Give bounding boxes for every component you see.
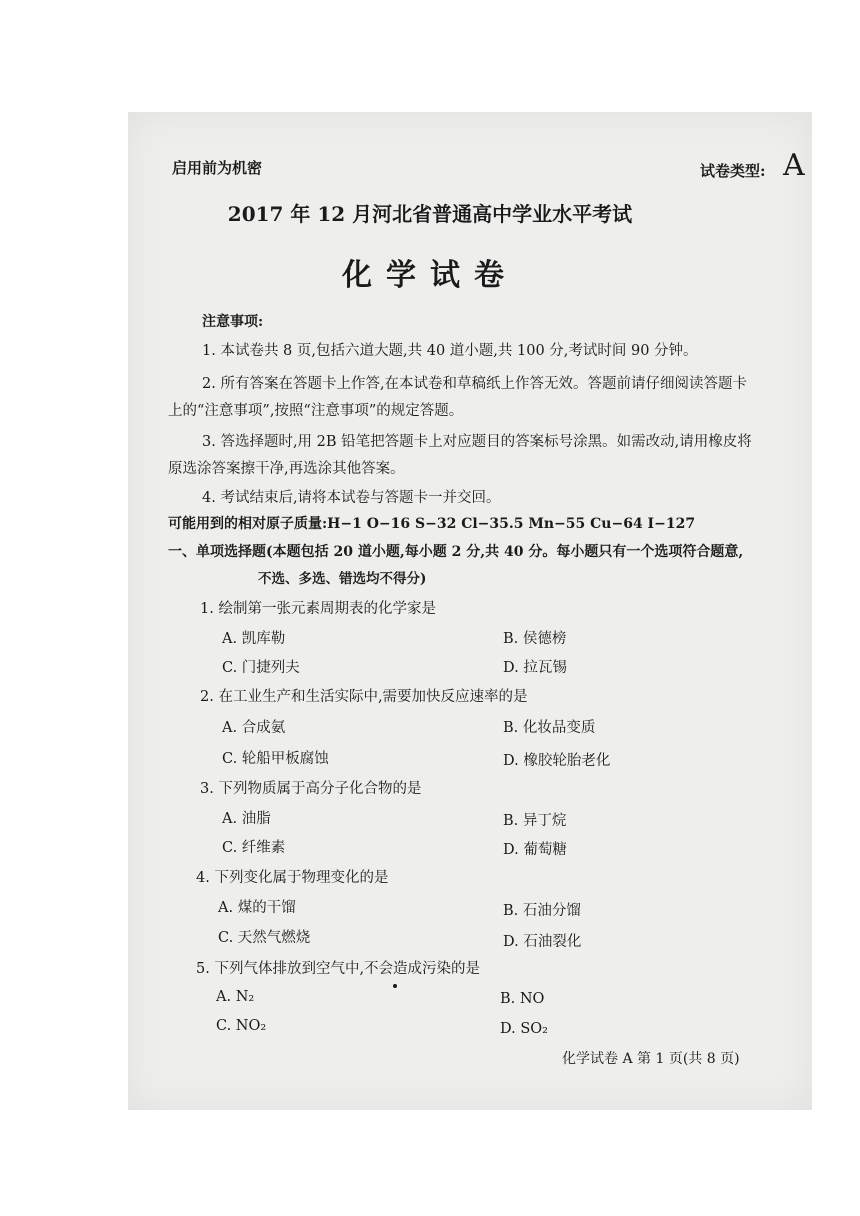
question-4-option-a: A. 煤的干馏: [218, 900, 296, 916]
question-1-option-a: A. 凯库勒: [222, 631, 286, 647]
exam-title: 2017 年 12 月河北省普通高中学业水平考试: [227, 202, 633, 226]
section-title-line-2: 不选、多选、错选均不得分): [258, 571, 427, 587]
paper-title: 化学试卷: [342, 258, 518, 293]
question-5-option-a: A. N₂: [216, 989, 255, 1005]
notice-item-2-line-1: 2. 所有答案在答题卡上作答,在本试卷和草稿纸上作答无效。答题前请仔细阅读答题卡: [202, 376, 748, 392]
question-3-option-c: C. 纤维素: [222, 840, 286, 856]
page-footer: 化学试卷 A 第 1 页(共 8 页): [562, 1051, 740, 1067]
paper-type-value: A: [783, 148, 805, 183]
notice-heading: 注意事项:: [202, 314, 264, 330]
question-5-option-d: D. SO₂: [500, 1021, 548, 1037]
atomic-masses-line: 可能用到的相对原子质量:H−1 O−16 S−32 Cl−35.5 Mn−55 Cu−64 I−127: [168, 516, 696, 532]
question-1-stem: 1. 绘制第一张元素周期表的化学家是: [200, 601, 436, 617]
question-4-option-c: C. 天然气燃烧: [218, 930, 311, 946]
notice-item-4: 4. 考试结束后,请将本试卷与答题卡一并交回。: [202, 490, 501, 506]
question-1-option-b: B. 侯德榜: [503, 631, 567, 647]
question-3-option-b: B. 异丁烷: [503, 813, 567, 829]
question-5-stem: 5. 下列气体排放到空气中,不会造成污染的是: [196, 961, 481, 977]
paper-type-label: 试卷类型:: [700, 162, 766, 180]
section-title-line-1: 一、单项选择题(本题包括 20 道小题,每小题 2 分,共 40 分。每小题只有一个选项符合题意,: [168, 544, 744, 560]
question-2-option-b: B. 化妆品变质: [503, 720, 596, 736]
question-1-option-c: C. 门捷列夫: [222, 660, 300, 676]
emphasis-dot: [393, 984, 397, 988]
question-3-option-a: A. 油脂: [222, 811, 271, 827]
notice-item-3-line-2: 原选涂答案擦干净,再选涂其他答案。: [168, 461, 405, 477]
question-1-option-d: D. 拉瓦锡: [503, 660, 567, 676]
question-5-option-b: B. NO: [500, 991, 545, 1007]
question-5-option-c: C. NO₂: [216, 1018, 267, 1034]
notice-item-3-line-1: 3. 答选择题时,用 2B 铅笔把答题卡上对应题目的答案标号涂黑。如需改动,请用橡皮将: [202, 434, 752, 450]
question-2-stem: 2. 在工业生产和生活实际中,需要加快反应速率的是: [200, 689, 528, 705]
question-2-option-d: D. 橡胶轮胎老化: [503, 753, 611, 769]
question-3-stem: 3. 下列物质属于高分子化合物的是: [200, 781, 422, 797]
question-4-option-b: B. 石油分馏: [503, 903, 581, 919]
confidential-label: 启用前为机密: [172, 159, 263, 177]
question-3-option-d: D. 葡萄糖: [503, 842, 567, 858]
question-4-option-d: D. 石油裂化: [503, 934, 582, 950]
notice-item-1: 1. 本试卷共 8 页,包括六道大题,共 40 道小题,共 100 分,考试时间 90 分钟。: [202, 343, 698, 359]
question-2-option-c: C. 轮船甲板腐蚀: [222, 751, 329, 767]
question-4-stem: 4. 下列变化属于物理变化的是: [196, 870, 389, 886]
question-2-option-a: A. 合成氨: [222, 720, 286, 736]
notice-item-2-line-2: 上的“注意事项”,按照“注意事项”的规定答题。: [168, 403, 464, 419]
